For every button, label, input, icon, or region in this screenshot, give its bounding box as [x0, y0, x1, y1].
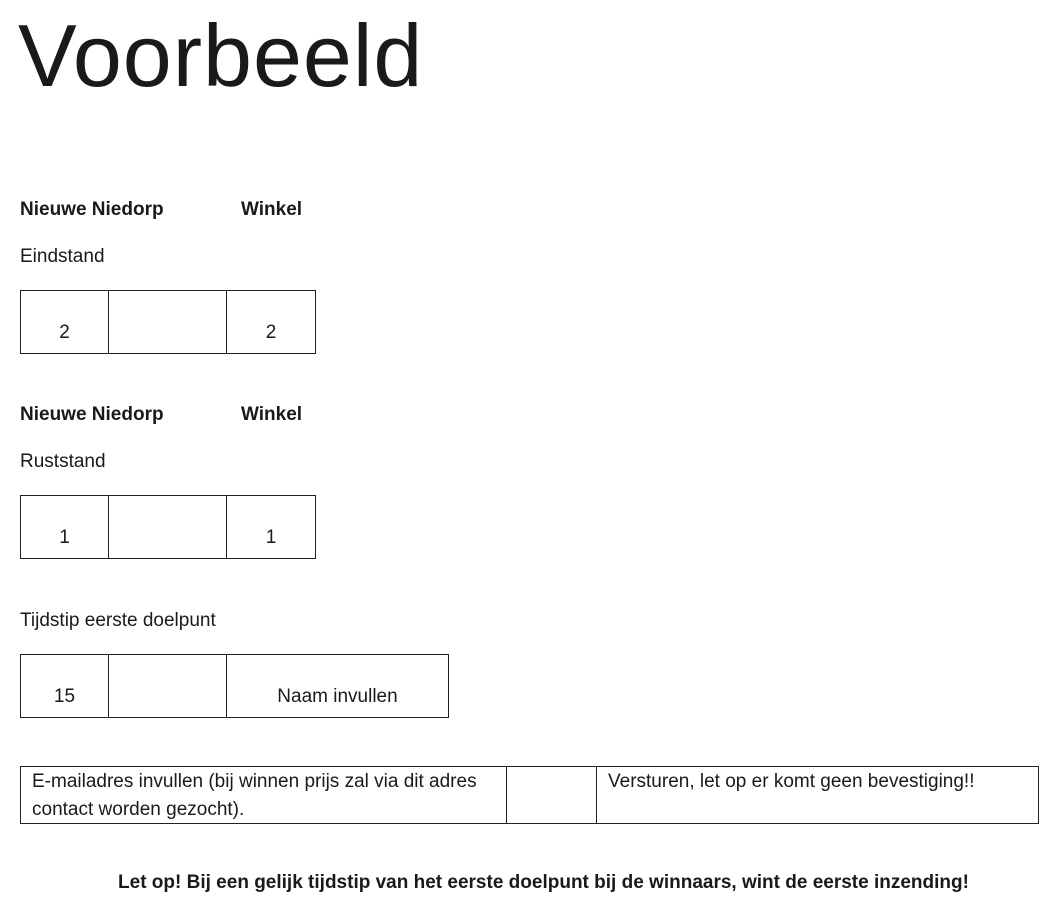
ruststand-home-score[interactable]: 1	[21, 496, 109, 558]
submit-button[interactable]: Versturen, let op er komt geen bevestiging!!	[608, 771, 975, 792]
eerste-doelpunt-label: Tijdstip eerste doelpunt	[20, 610, 216, 631]
eindstand-middle-cell	[109, 291, 227, 353]
ruststand-home-team: Nieuwe Niedorp	[20, 404, 164, 425]
eerste-doelpunt-minute[interactable]: 15	[21, 655, 109, 717]
ruststand-middle-cell	[109, 496, 227, 558]
email-input-cell[interactable]	[507, 767, 597, 823]
eindstand-score-box	[20, 290, 316, 354]
ruststand-score-box	[20, 495, 316, 559]
email-table	[20, 766, 1039, 824]
ruststand-teams	[20, 404, 420, 428]
eerste-doelpunt-name[interactable]: Naam invullen	[277, 686, 398, 707]
email-instruction: E-mailadres invullen (bij winnen prijs zal via dit adres contact worden gezocht).	[21, 767, 507, 823]
eindstand-home-team: Nieuwe Niedorp	[20, 199, 164, 220]
ruststand-label: Ruststand	[20, 451, 106, 472]
eerste-doelpunt-box	[20, 654, 449, 718]
eindstand-away-score[interactable]: 2	[265, 322, 277, 343]
page-title: Voorbeeld	[18, 6, 424, 105]
ruststand-away-team: Winkel	[241, 404, 303, 425]
eerste-doelpunt-middle-cell	[109, 655, 227, 717]
notice-text: Let op! Bij een gelijk tijdstip van het eerste doelpunt bij de winnaars, wint de eerste inzending!	[118, 872, 969, 893]
eindstand-home-score[interactable]: 2	[21, 291, 109, 353]
eindstand-teams	[20, 199, 420, 223]
eindstand-away-team: Winkel	[241, 199, 303, 220]
eindstand-label: Eindstand	[20, 246, 105, 267]
ruststand-away-score[interactable]: 1	[265, 527, 277, 548]
